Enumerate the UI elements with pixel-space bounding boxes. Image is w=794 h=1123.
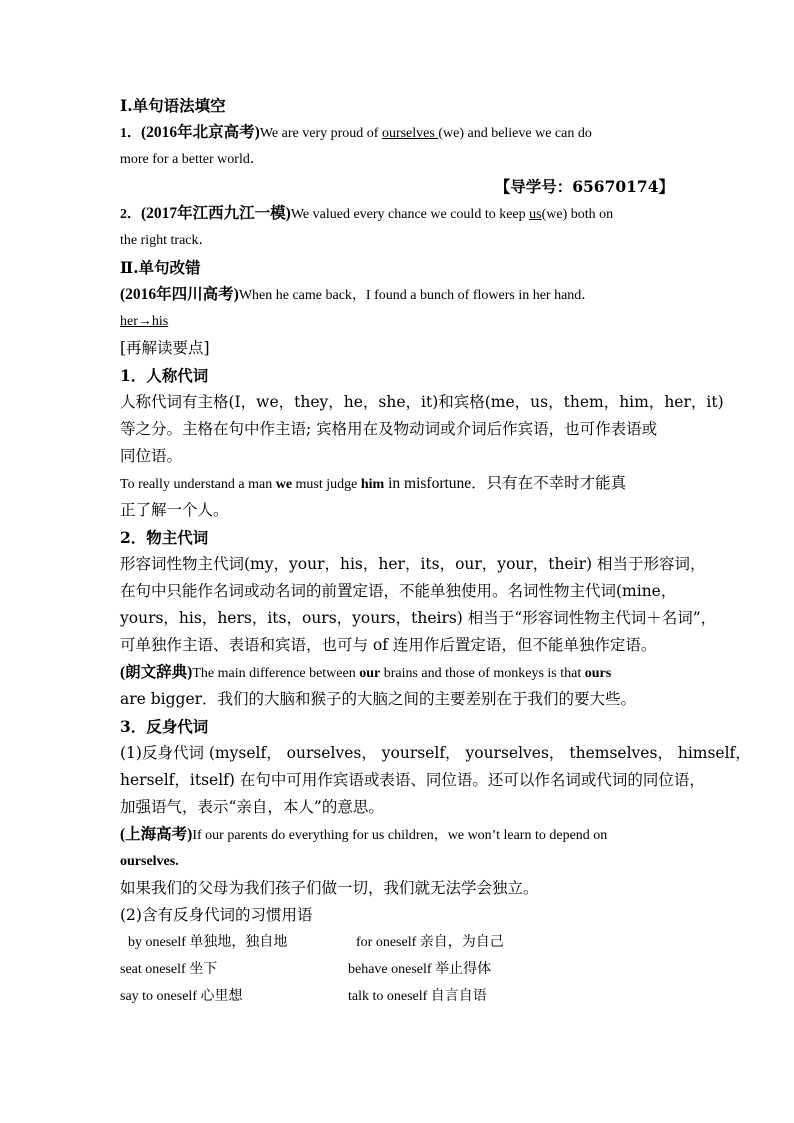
- idiom-row: [120, 983, 674, 1010]
- p2-line-4: 可单独作主语、表语和宾语，也可与 of 连用作后置定语，但不能单独作定语。: [120, 636, 657, 654]
- q1-text-b: (we) and believe we can do: [438, 126, 592, 141]
- q2-line-2: the right track．: [120, 233, 213, 248]
- section-2-title: Ⅱ.单句改错: [120, 258, 201, 277]
- p1-line-1: 人称代词有主格(I，we，they，he，she，it)和宾格(me，us，them，him，her，it): [120, 393, 724, 411]
- q2-answer: us: [529, 207, 542, 222]
- q1-line-1: [120, 119, 674, 146]
- p1-ex-a: To really understand a man: [120, 477, 276, 492]
- p2-ex-a: The main difference between: [192, 666, 360, 681]
- p3-line-3: 加强语气，表示“亲自，本人”的意思。: [120, 798, 384, 816]
- q1-line-2: more for a better world．: [120, 152, 264, 167]
- p1-ex-e: in misfortune．只有在不幸时才能真: [384, 475, 627, 492]
- p3-sub2-title: (2)含有反身代词的习惯用语: [120, 906, 313, 924]
- p2-title-text: 2．物主代词: [120, 528, 209, 547]
- section-1-title: Ⅰ.单句语法填空: [120, 96, 226, 115]
- q2-line-1: [120, 200, 674, 227]
- p2-line-2: 在句中只能作名词或动名词的前置定语，不能单独使用。名词性物主代词(mine，: [120, 582, 677, 600]
- idiom-item: behave oneself 举止得体: [348, 962, 492, 977]
- idiom-item: by oneself 单独地，独自地: [128, 935, 288, 950]
- p2-ex-ours: ours: [584, 666, 612, 681]
- idiom-item: seat oneself 坐下: [120, 962, 218, 977]
- p3-ex-translation: 如果我们的父母为我们孩子们做一切，我们就无法学会独立。: [120, 879, 539, 897]
- p2-example-line-1: [120, 659, 674, 686]
- p1-title-text: 1．人称代词: [120, 366, 209, 385]
- idiom-item: for oneself 亲自，为自己: [356, 935, 504, 950]
- p1-line-2: 等之分。主格在句中作主语; 宾格用在及物动词或介词后作宾语，也可作表语或: [120, 420, 658, 438]
- p3-line-1: (1)反身代词 (myself， ourselves， yourself， yourselves， themselves， himself，: [120, 744, 751, 762]
- p3-title-text: 3．反身代词: [120, 717, 209, 736]
- q2-text-b: (we) both on: [541, 207, 614, 222]
- q1-text-a: We are very proud of: [259, 126, 382, 141]
- p2-line-1: 形容词性物主代词(my，your，his，her，its，our，your，their) 相当于形容词，: [120, 555, 706, 573]
- idiom-row: [120, 956, 674, 983]
- p2-ex-source: (朗文辞典): [120, 664, 193, 681]
- p1-ex-c: must judge: [292, 477, 361, 492]
- p2-ex-our: our: [359, 666, 381, 681]
- p2-ex-c: brains and those of monkeys is that: [380, 666, 585, 681]
- p2-line-3: yours，his，hers，its，ours，yours，theirs) 相当于“形容词性物主代词＋名词”，: [120, 609, 717, 627]
- idiom-item: talk to oneself 自言自语: [348, 989, 487, 1004]
- q1-source: (2016年北京高考): [141, 124, 260, 141]
- q1-ref-number: 【导学号：65670174】: [494, 177, 674, 196]
- p2-title: [120, 524, 674, 551]
- q2-number: 2．: [120, 207, 141, 222]
- sec2-sentence: [120, 281, 674, 308]
- reread-heading: [再解读要点]: [120, 339, 210, 357]
- sec2-source: (2016年四川高考): [120, 286, 239, 303]
- q1-answer: ourselves: [381, 126, 439, 141]
- p1-ex-him: him: [360, 477, 385, 492]
- p1-line-3: 同位语。: [120, 447, 183, 465]
- sec2-text: When he came back，I found a bunch of flowers in her hand．: [238, 288, 596, 303]
- q1-number: 1．: [120, 126, 141, 141]
- p1-example-line-1: [120, 470, 674, 497]
- sec2-answer: her→his: [120, 314, 169, 329]
- p3-ex-source: (上海高考): [120, 826, 193, 843]
- p1-title: [120, 362, 674, 389]
- p3-example-line-1: [120, 821, 674, 848]
- idiom-row: [120, 929, 674, 956]
- q2-source: (2017年江西九江一模): [141, 205, 291, 222]
- p3-line-2: herself，itself) 在句中可用作宾语或表语、同位语。还可以作名词或代词的同位语，: [120, 771, 705, 789]
- p2-example-line-2: are bigger．我们的大脑和猴子的大脑之间的主要差别在于我们的要大些。: [120, 690, 637, 708]
- p1-ex-we: we: [275, 477, 293, 492]
- q2-text-a: We valued every chance we could to keep: [290, 207, 530, 222]
- document-page: [120, 92, 751, 1010]
- p3-ex-ourselves: ourselves.: [120, 854, 179, 869]
- idiom-item: say to oneself 心里想: [120, 989, 243, 1004]
- p3-ex-a: If our parents do everything for us children，we won’t learn to depend on: [192, 828, 608, 843]
- p3-title: [120, 713, 674, 740]
- p1-example-line-2: 正了解一个人。: [120, 501, 229, 519]
